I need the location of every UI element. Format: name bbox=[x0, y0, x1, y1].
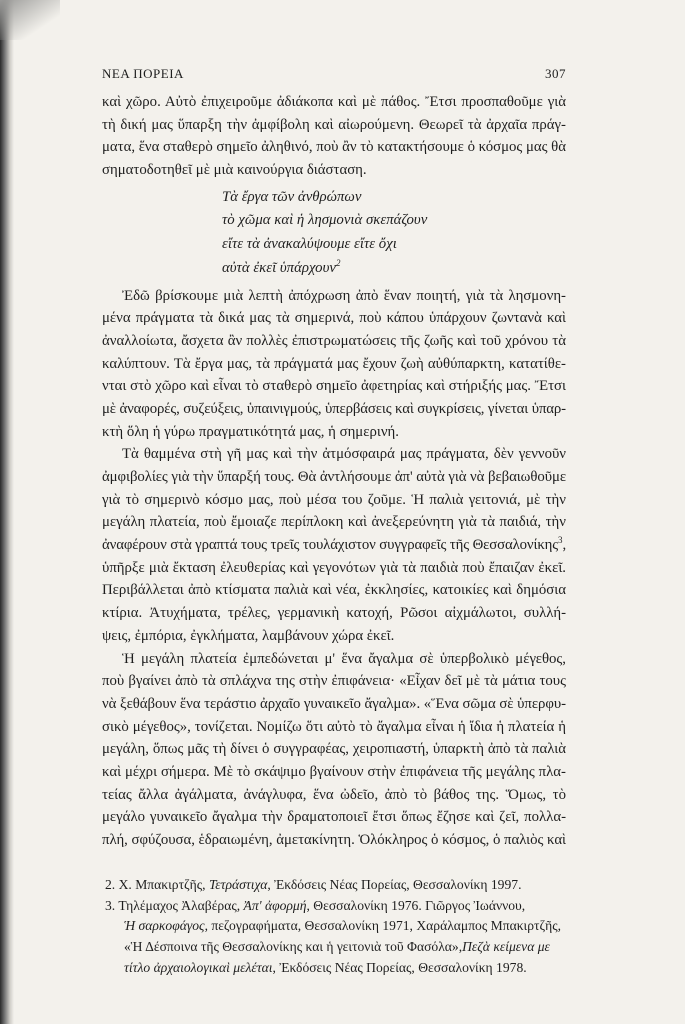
poem-line-last bbox=[222, 257, 566, 281]
text-line bbox=[102, 784, 566, 807]
text-line bbox=[102, 159, 566, 182]
text-line-content: Τὰ θαμμένα στὴ γῆ μας καὶ τὴν ἀτμόσφαιρά μας πράγματα, δὲν γεννοῦν bbox=[122, 446, 566, 463]
text-line-content: γιὰ τὸ σημερινὸ κόσμο μας, ποὺ μέσα του ζοῦμε. Ἡ παλιὰ γειτονιά, μὲ τὴν bbox=[102, 491, 566, 508]
text-line-content: ἀμφιβολίες γιὰ τὴν ὕπαρξή τους. Θὰ ἀντλήσουμε ἀπ' αὐτὰ γιὰ νὰ βεβαιωθοῦμε bbox=[102, 469, 566, 485]
text-line-content: Περιβάλλεται ἀπὸ κτίσματα παλιὰ καὶ νέα, ἐκκλησίες, κατοικίες καὶ δημόσια bbox=[102, 582, 566, 599]
footnote-ref: 3 bbox=[558, 535, 563, 546]
text-line bbox=[102, 534, 566, 557]
footnote-ref-2: 2 bbox=[335, 257, 341, 268]
text-line bbox=[102, 307, 566, 330]
text-line-content: πλή, σφύζουσα, ἑδραιωμένη, ἀμετακίνητη. Ὁλόκληρος ὁ κόσμος, ὁ παλιὸς καὶ bbox=[102, 832, 566, 848]
text-line bbox=[102, 670, 566, 693]
text-line-content: τείας ἄλλα ἀγάλματα, ἀνάγλυφα, ἕνα ὠδεῖο, ἀπὸ τὸ βάθος της. Ὅμως, τὸ bbox=[102, 786, 566, 803]
body-text bbox=[102, 91, 566, 852]
text-line bbox=[102, 806, 566, 829]
footnote-text: , Ἐκδόσεις Νέας Πορείας, Θεσσαλονίκη 1978. bbox=[272, 959, 527, 975]
text-line bbox=[102, 693, 566, 716]
text-line bbox=[102, 285, 566, 308]
text-line bbox=[102, 761, 566, 784]
footnote-text: , πεζογραφήματα, Θεσσαλονίκη 1971, Χαράλαμπος Μπακιρτζῆς, bbox=[204, 918, 561, 934]
paragraph-2 bbox=[102, 285, 566, 444]
text-line bbox=[102, 398, 566, 421]
text-line bbox=[102, 716, 566, 739]
text-line-content: Ἡ μεγάλη πλατεία ἐμπεδώνεται μ' ἕνα ἄγαλμα σὲ ὑπερβολικὸ μέγεθος, bbox=[122, 650, 566, 667]
text-line-content: μὲ ἀναφορές, συζεύξεις, ὑπαινιγμούς, ὑπερβάσεις καὶ συγκρίσεις, γίνεται ὑπαρ- bbox=[102, 400, 566, 417]
text-line bbox=[102, 829, 566, 852]
paragraph-1 bbox=[102, 91, 566, 182]
page-corner-shadow bbox=[0, 0, 60, 40]
text-line-content: νὰ ξεθάβουν ἕνα τεράστιο ἀρχαῖο γυναικεῖο ἄγαλμα». «Ἕνα σῶμα σὲ ὑπερφυ- bbox=[102, 695, 567, 712]
text-line-content: κτὴ ὅλη ἡ γύρω πραγματικότητά μας, ἡ σημερινή. bbox=[102, 423, 399, 440]
text-line-content: ματα, ἕνα σταθερὸ σημεῖο ἀληθινό, ποὺ ἂν τὸ κατακτήσουμε ὁ κόσμος μας θὰ bbox=[102, 139, 566, 156]
text-line-content: μένα πράγματα τὰ δικά μας τὰ σημερινά, ποὺ κάπου ὑπάρχουν ζωντανὰ καὶ bbox=[102, 310, 567, 327]
text-line bbox=[102, 443, 566, 466]
text-line bbox=[102, 579, 566, 602]
footnote-text: 3. Τηλέμαχος Ἀλαβέρας, bbox=[105, 897, 244, 913]
footnote-text: «Ἡ Δέσποινα τῆς Θεσσαλονίκης και ἡ γειτονιὰ τοῦ Φασόλα», bbox=[124, 939, 463, 955]
text-line-content: κτίρια. Ἀτυχήματα, τρέλες, γερμανικὴ κατοχή, Ρῶσοι αἰχμάλωτοι, συλλή- bbox=[102, 605, 566, 622]
text-line bbox=[102, 648, 566, 671]
text-line-content: ποὺ βγαίνει ἀπὸ τὰ σπλάχνα της στὴν ἐπιφάνεια· «Εἶχαν δεῖ μὲ τὰ μάτια τους bbox=[102, 673, 566, 690]
footnote-title-italic: Ἀπ' ἀφορμή bbox=[243, 897, 307, 913]
text-line-content: μεγάλη, ὅπως μᾶς τὴ δίνει ὁ συγγραφέας, χειροπιαστή, ὑπαρκτὴ ἀπὸ τὰ παλιὰ bbox=[102, 741, 566, 758]
text-line bbox=[102, 557, 566, 580]
text-line-content: ἀναφέρουν στὰ γραπτά τους τρεῖς τουλάχιστον συγγραφεῖς τῆς Θεσσαλονίκης bbox=[102, 537, 559, 554]
text-line bbox=[102, 375, 566, 398]
page-binding-shadow bbox=[0, 0, 14, 1024]
text-line-content: μεγάλο γυναικεῖο ἄγαλμα τὴν δραματοποιεῖ ἔτσι ὅπως ἔζησε καὶ ζεῖ, πολλα- bbox=[102, 809, 566, 826]
text-line bbox=[102, 489, 566, 512]
text-line-content: ἀναλλοίωτα, ἄσχετα ἂν πολλὲς ἐπιστρωματώσεις τῆς ζωῆς καὶ τοῦ χρόνου τὰ bbox=[102, 332, 566, 349]
footnote-line bbox=[105, 937, 565, 958]
text-line-content: νται στὸ χῶρο καὶ εἶναι τὸ σταθερὸ σημεῖο ἀφετηρίας καὶ στήριξής μας. Ἔτσι bbox=[102, 378, 566, 395]
text-line bbox=[102, 353, 566, 376]
footnote-text: 2. Χ. Μπακιρτζῆς, bbox=[105, 877, 209, 892]
footnote-title-italic: Ἡ σαρκοφάγος bbox=[124, 918, 205, 934]
text-line bbox=[102, 330, 566, 353]
poem-line: εἴτε τὰ ἀνακαλύψουμε εἴτε ὄχι bbox=[222, 236, 397, 253]
footnote-text: , Ἐκδόσεις Νέας Πορείας, Θεσσαλονίκη 1997. bbox=[267, 877, 522, 892]
footnotes bbox=[105, 875, 565, 978]
text-line-content: καλύπτουν. Τὰ ἔργα μας, τὰ πράγματά μας ἔχουν ζωὴ αὐθύπαρκτη, κατατίθε- bbox=[102, 355, 566, 372]
footnote-text: , Θεσσαλονίκη 1976. Γιῶργος Ἰωάννου, bbox=[306, 897, 526, 913]
footnote-line bbox=[105, 896, 565, 917]
poem-line-text: αὐτὰ ἐκεῖ ὑπάρχουν bbox=[222, 259, 336, 276]
text-line-content: μεγάλη πλατεία, ποὺ ἔμοιαζε περίπλοκη καὶ ἀνεξερεύνητη γιὰ τὰ παιδιά, τὴν bbox=[102, 514, 566, 531]
paragraph-4 bbox=[102, 648, 566, 852]
footnote-line bbox=[105, 916, 565, 937]
text-line-content: Ἐδῶ βρίσκουμε μιὰ λεπτὴ ἀπόχρωση ἀπὸ ἕναν ποιητή, γιὰ τὰ λησμονη- bbox=[122, 287, 566, 304]
footnote-title-italic: Πεζὰ κείμενα με bbox=[462, 939, 550, 955]
text-line bbox=[102, 114, 566, 137]
text-line-content: τὴ δική μας ὕπαρξη τὴν ἀμφίβολη καὶ αἰωρούμενη. Θεωρεῖ τὰ ἀρχαῖα πράγ- bbox=[102, 116, 566, 133]
text-line bbox=[102, 136, 566, 159]
text-line-content: ὑπῆρξε μιὰ ἔκταση ἐλευθερίας καὶ γεγονότων γιὰ τὰ παιδιὰ ποὺ ἔπαιζαν ἐκεῖ. bbox=[102, 559, 566, 576]
text-line bbox=[102, 625, 566, 648]
footnote-line bbox=[105, 875, 565, 896]
text-line bbox=[102, 466, 566, 489]
poem-line: Τὰ ἔργα τῶν ἀνθρώπων bbox=[222, 188, 362, 205]
footnote-line bbox=[105, 958, 565, 979]
text-line-content: σικὸ μέγεθος», τονίζεται. Νομίζω ὅτι αὐτὸ τὸ ἄγαλμα εἶναι ἡ ἴδια ἡ πλατεία ἡ bbox=[102, 718, 566, 735]
poem-line: τὸ χῶμα καὶ ἡ λησμονιὰ σκεπάζουν bbox=[222, 212, 428, 229]
page-number: 307 bbox=[545, 66, 566, 81]
footnote-title-italic: τίτλο ἀρχαιολογικαὶ μελέται bbox=[124, 959, 273, 975]
text-line bbox=[102, 91, 566, 114]
running-head-title: ΝΕΑ ΠΟΡΕΙΑ bbox=[102, 66, 184, 81]
text-line bbox=[102, 511, 566, 534]
text-line-content: καὶ μέχρι σήμερα. Μὲ τὸ σκάψιμο βγαίνουν στὴν ἐπιφάνεια τῆς μεγάλης πλα- bbox=[102, 763, 566, 780]
paragraph-3 bbox=[102, 443, 566, 647]
text-line bbox=[102, 738, 566, 761]
punctuation: , bbox=[562, 537, 567, 554]
text-line-content: σηματοδοτηθεῖ μὲ μιὰ καινούργια διάσταση. bbox=[102, 162, 367, 179]
footnote-title-italic: Τετράστιχα bbox=[208, 877, 268, 892]
poem-quote bbox=[222, 186, 566, 281]
text-line-content: ψεις, ἐμπόρια, ἐγκλήματα, λαμβάνουν χώρα ἐκεῖ. bbox=[102, 627, 395, 644]
text-line bbox=[102, 602, 566, 625]
text-line bbox=[102, 421, 566, 444]
text-line-content: καὶ χῶρο. Αὐτὸ ἐπιχειροῦμε ἀδιάκοπα καὶ μὲ πάθος. Ἔτσι προσπαθοῦμε γιὰ bbox=[102, 94, 566, 110]
running-head bbox=[102, 66, 566, 82]
